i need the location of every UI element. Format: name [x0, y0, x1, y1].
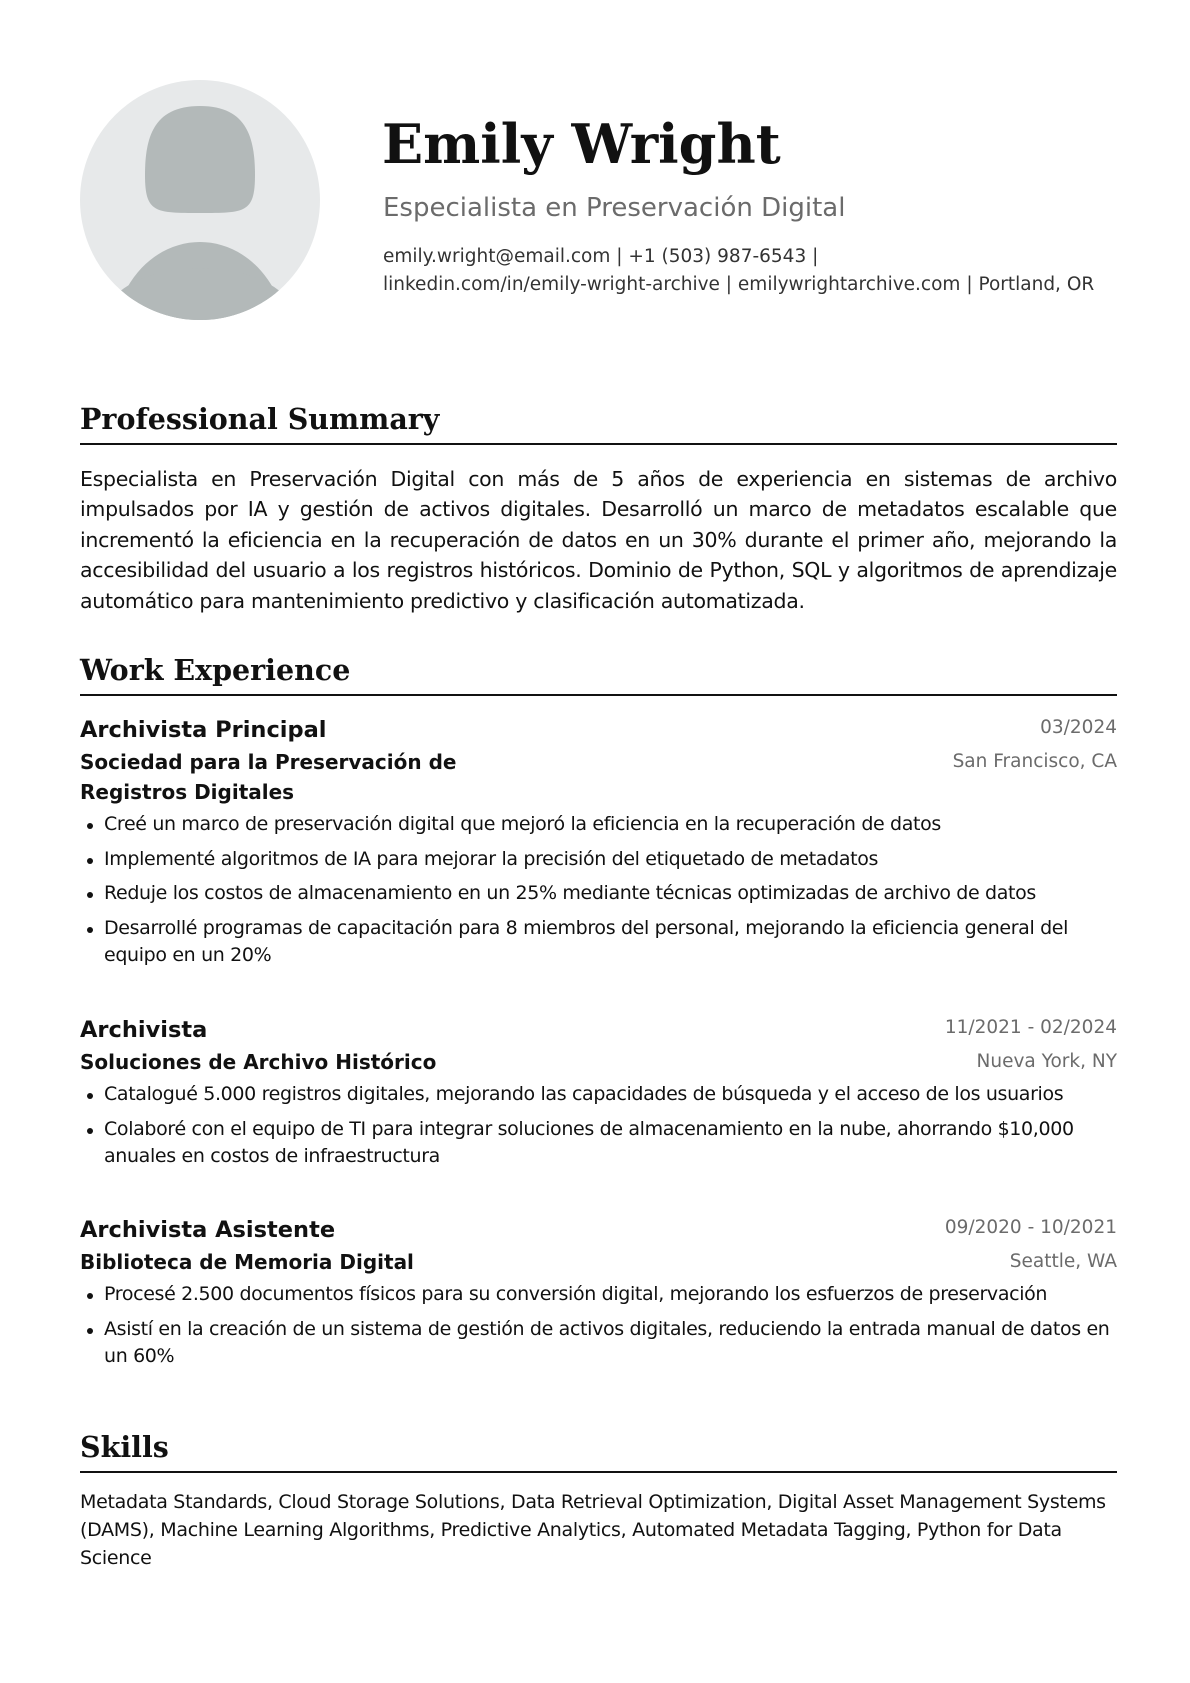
- bullet-dot: [87, 892, 93, 898]
- list-item: [80, 1116, 1117, 1171]
- bullet-text: Asistí en la creación de un sistema de gestión de activos digitales, reduciendo la entrada manual de datos en un 60%: [104, 1317, 1110, 1367]
- list-item: [80, 1081, 1117, 1109]
- list-item: [80, 846, 1117, 874]
- job-bullets: [80, 1281, 1117, 1371]
- bullet-dot: [87, 1093, 93, 1099]
- bullet-dot: [87, 927, 93, 933]
- list-item: [80, 915, 1117, 970]
- job-location: San Francisco, CA: [952, 751, 1117, 772]
- company-name: Biblioteca de Memoria Digital: [80, 1250, 414, 1274]
- job-location: Nueva York, NY: [976, 1051, 1117, 1072]
- bullet-text: Implementé algoritmos de IA para mejorar la precisión del etiquetado de metadatos: [104, 847, 879, 870]
- job-title: Archivista Principal: [80, 717, 327, 743]
- job-entry: [80, 1213, 1117, 1378]
- job-title-headline: Especialista en Preservación Digital: [383, 193, 846, 223]
- contact-line: emily.wright@email.com | +1 (503) 987-6543 |: [383, 246, 819, 267]
- person-placeholder-icon: [80, 80, 320, 320]
- list-item: [80, 811, 1117, 839]
- bullet-dot: [87, 1128, 93, 1134]
- section-heading-summary: Professional Summary: [80, 399, 1117, 445]
- job-dates: 09/2020 - 10/2021: [944, 1217, 1117, 1238]
- list-item: [80, 880, 1117, 908]
- job-bullets: [80, 811, 1117, 970]
- bullet-dot: [87, 858, 93, 864]
- job-title: Archivista: [80, 1017, 208, 1043]
- bullet-text: Procesé 2.500 documentos físicos para su conversión digital, mejorando los esfuerzos de preservación: [104, 1283, 1048, 1305]
- job-dates: 11/2021 - 02/2024: [944, 1017, 1117, 1038]
- job-location: Seattle, WA: [1009, 1251, 1117, 1272]
- section-heading-skills: Skills: [80, 1427, 1117, 1473]
- skills-text: Metadata Standards, Cloud Storage Solutions, Data Retrieval Optimization, Digital Asset Management Systems (DAMS), Machine Learning Algorithms, Predictive Analytics, Automated Metadata Tagging, Python for Data Science: [80, 1491, 1106, 1569]
- company-name: Sociedad para la Preservación de Registros Digitales: [80, 750, 457, 804]
- bullet-text: Colaboré con el equipo de TI para integrar soluciones de almacenamiento en la nube, ahorrando $10,000 anuales en costos de infraestructura: [104, 1117, 1074, 1167]
- company-name: Soluciones de Archivo Histórico: [80, 1050, 437, 1074]
- list-item: [80, 1316, 1117, 1371]
- bullet-text: Reduje los costos de almacenamiento en un 25% mediante técnicas optimizadas de archivo de datos: [104, 882, 1036, 904]
- job-entry: [80, 713, 1117, 977]
- section-heading-experience: Work Experience: [80, 650, 1117, 696]
- bullet-text: Creé un marco de preservación digital que mejoró la eficiencia en la recuperación de datos: [104, 813, 941, 835]
- job-title: Archivista Asistente: [80, 1217, 336, 1243]
- bullet-dot: [87, 823, 93, 829]
- job-bullets: [80, 1081, 1117, 1171]
- job-entry: [80, 1013, 1117, 1178]
- contact-line: linkedin.com/in/emily-wright-archive | emilywrightarchive.com | Portland, OR: [383, 274, 1095, 295]
- candidate-name: Emily Wright: [382, 112, 781, 176]
- bullet-dot: [87, 1328, 93, 1334]
- contact-info: [383, 243, 1123, 299]
- avatar: [80, 80, 320, 320]
- bullet-text: Catalogué 5.000 registros digitales, mejorando las capacidades de búsqueda y el acceso de los usuarios: [104, 1083, 1064, 1105]
- job-dates: 03/2024: [1040, 717, 1117, 738]
- bullet-text: Desarrollé programas de capacitación para 8 miembros del personal, mejorando la eficiencia general del equipo en un 20%: [104, 916, 1069, 966]
- list-item: [80, 1281, 1117, 1309]
- summary-text: Especialista en Preservación Digital con más de 5 años de experiencia en sistemas de archivo impulsados por IA y gestión de activos digitales. Desarrolló un marco de metadatos escalable que incrementó la eficiencia en la recuperación de datos en un 30% durante el primer año, mejorando la accesibilidad del usuario a los registros históricos. Dominio de Python, SQL y algoritmos de aprendizaje automático para mantenimiento predictivo y clasificación automatizada.: [80, 467, 1117, 613]
- bullet-dot: [87, 1293, 93, 1299]
